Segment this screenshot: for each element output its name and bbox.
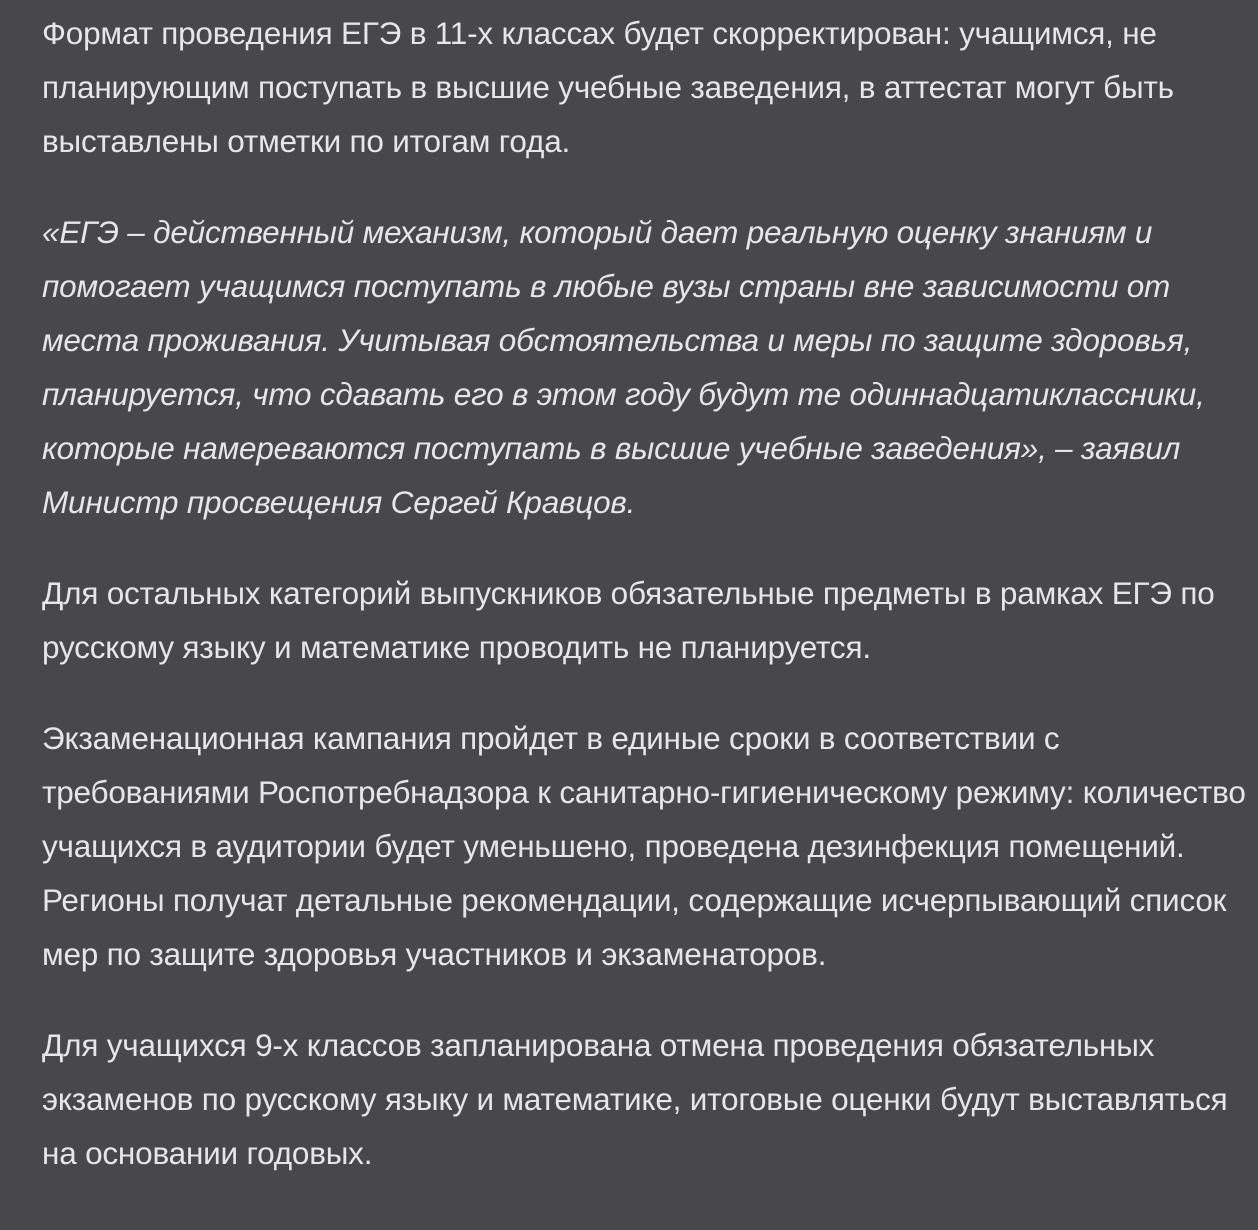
paragraph-other-graduates: Для остальных категорий выпускников обязательные предметы в рамках ЕГЭ по русскому языку и математике проводить не планируется. [42, 575, 1215, 665]
article-body [42, 6, 1252, 1217]
paragraph-grade-9: Для учащихся 9-х классов запланирована отмена проведения обязательных экзаменов по русскому языку и математике, итоговые оценки будут выставляться на основании годовых. [42, 1027, 1228, 1171]
paragraph-exam-campaign: Экзаменационная кампания пройдет в единые сроки в соответствии с требованиями Роспотребнадзора к санитарно-гигиеническому режиму: количество учащихся в аудитории будет уменьшено, проведена дезинфекция помещений. Регионы получат детальные рекомендации, содержащие исчерпывающий список мер по защите здоровья участников и экзаменаторов. [42, 720, 1246, 972]
paragraph-minister-quote: «ЕГЭ – действенный механизм, который дает реальную оценку знаниям и помогает учащимся поступать в любые вузы страны вне зависимости от места проживания. Учитывая обстоятельства и меры по защите здоровья, планируется, что сдавать его в этом году будут те одиннадцатиклассники, которые намереваются поступать в высшие учебные заведения», – заявил Министр просвещения Сергей Кравцов. [42, 214, 1205, 520]
paragraph-ege-format: Формат проведения ЕГЭ в 11-х классах будет скорректирован: учащимся, не планирующим поступать в высшие учебные заведения, в аттестат могут быть выставлены отметки по итогам года. [42, 15, 1174, 159]
